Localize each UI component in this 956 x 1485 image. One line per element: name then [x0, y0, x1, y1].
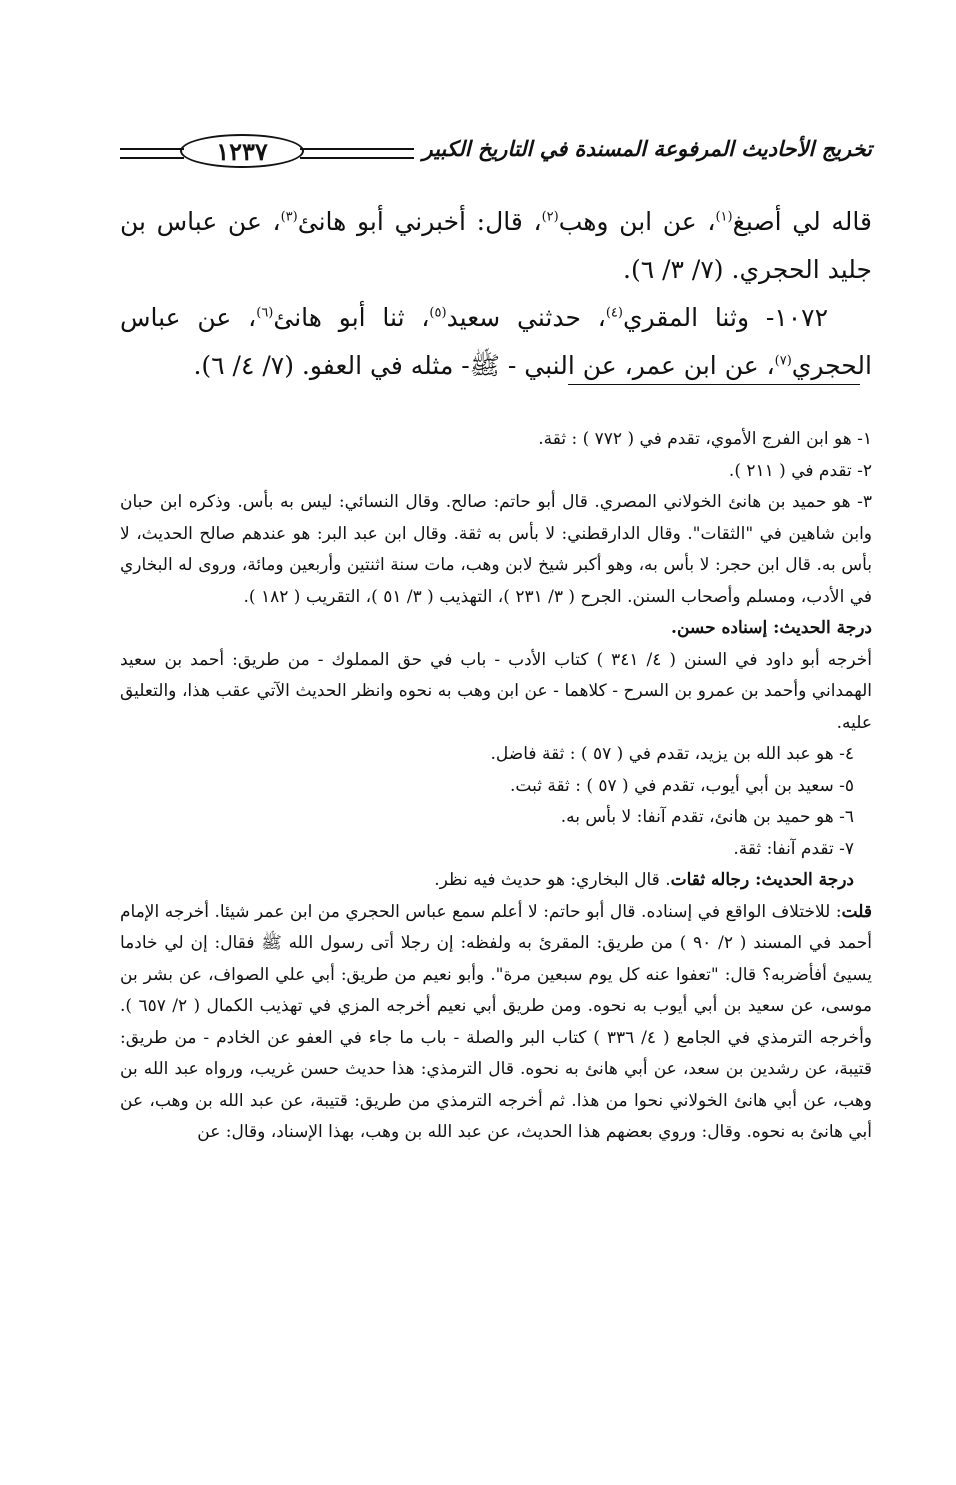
page-number: ١٢٣٧ [180, 134, 304, 168]
footnote-divider [568, 384, 860, 385]
footnote-3: ٣- هو حميد بن هانئ الخولاني المصري. قال أبو حاتم: صالح. وقال النسائي: ليس به بأس. وذكره ابن حبان وابن شاهين في "الثقات". وقال الدارقطني: لا بأس به ثقة. وقال ابن عبد البر: هو عندهم صالح الحديث، لا بأس به. قال ابن حجر: لا بأس به، وهو أكبر شيخ لابن وهب، مات سنة اثنتين وأربعين ومائة، وروى له البخاري في الأدب، ومسلم وأصحاب السنن. الجرح ( ٣/ ٢٣١ )، التهذيب ( ٣/ ٥١ )، التقريب ( ١٨٢ ). [120, 492, 872, 607]
header-rule-middle [300, 148, 414, 159]
hadith-grade-2 [120, 865, 872, 897]
text-span: ، عن عباس بن جليد الحجري. (٧/ ٣/ ٦). [120, 207, 872, 284]
text-span: قاله لي أصبغ [732, 207, 872, 236]
grade-text: . قال البخاري: هو حديث فيه نظر. [434, 870, 671, 890]
text-span: ، عن ابن وهب [558, 207, 716, 236]
footnote-ref-2: (٢) [541, 209, 559, 225]
running-title: تخريج الأحاديث المرفوعة المسندة في التاريخ الكبير [422, 136, 872, 161]
text-span: ١٠٧٢- وثنا المقري [622, 303, 828, 332]
main-text [120, 198, 872, 390]
text-span: ، عن ابن عمر، عن النبي - ﷺ- مثله في العفو. (٧/ ٤/ ٦). [193, 351, 775, 380]
footnotes [120, 424, 872, 1149]
footnote-ref-5: (٥) [429, 305, 447, 321]
footnote-ref-1: (١) [715, 209, 733, 225]
footnote-7: ٧- تقدم آنفا: ثقة. [733, 838, 854, 859]
footnote-ref-3: (٣) [280, 209, 298, 225]
footnote-ref-6: (٦) [256, 305, 274, 321]
page-header [120, 132, 872, 180]
qult-label: قلت [841, 901, 872, 922]
footnote-5: ٥- سعيد بن أبي أيوب، تقدم في ( ٥٧ ) : ثقة ثبت. [509, 775, 854, 796]
footnote-1: ١- هو ابن الفرج الأموي، تقدم في ( ٧٧٢ ) : ثقة. [538, 429, 872, 449]
text-span: ، عن عباس الحجري [120, 303, 872, 380]
text-span: ، ثنا أبو هانئ [273, 303, 430, 332]
hadith-1072 [120, 294, 872, 390]
commentary-paragraph [120, 897, 872, 1149]
text-span: ، حدثني سعيد [446, 303, 606, 332]
hadith-grade-heading: درجة الحديث: إسناده حسن. [671, 618, 872, 638]
takhrij-paragraph: أخرجه أبو داود في السنن ( ٤/ ٣٤١ ) كتاب الأدب - باب في حق المملوك - من طريق: أحمد بن سعيد الهمداني وأحمد بن عمرو بن السرح - كلاهما - عن ابن وهب به نحوه وانظر الحديث الآتي عقب هذا، والتعليق عليه. [120, 649, 872, 733]
footnote-4: ٤- هو عبد الله بن يزيد، تقدم في ( ٥٧ ) : ثقة فاضل. [490, 744, 854, 764]
footnote-ref-7: (٧) [774, 353, 792, 369]
hadith-1071-continuation [120, 198, 872, 294]
grade-label: درجة الحديث: رجاله ثقات [670, 870, 854, 890]
qult-text: : للاختلاف الواقع في إسناده. قال أبو حاتم: لا أعلم سمع عباس الحجري من ابن عمر شيئا. أخرجه الإمام أحمد في المسند ( ٢/ ٩٠ ) من طريق: المقرئ به ولفظه: إن رجلا أتى رسول الله ﷺ فقال: إن لي خادما يسيئ أفأضربه؟ قال: "تعفوا عنه كل يوم سبعين مرة". وأبو نعيم من طريق: أبي علي الصواف، عن بشر بن موسى، عن سعيد بن أبي أيوب به نحوه. ومن طريق أبي نعيم أخرجه المزي في تهذيب الكمال ( ٢/ ٦٥٧ ). وأخرجه الترمذي في الجامع ( ٤/ ٣٣٦ ) كتاب البر والصلة - باب ما جاء في العفو عن الخادم - من طريق: قتيبة، عن رشدين بن سعد، عن أبي هانئ به نحوه. قال الترمذي: هذا حديث حسن غريب، ورواه عبد الله بن وهب، عن أبي هانئ الخولاني نحوا من هذا. ثم أخرجه الترمذي من طريق: قتيبة، عن عبد الله بن وهب، عن أبي هانئ به نحوه. وقال: وروي بعضهم هذا الحديث، عن عبد الله بن وهب، بهذا الإسناد، وقال: عن [120, 901, 873, 1142]
footnote-6: ٦- هو حميد بن هانئ، تقدم آنفا: لا بأس به. [560, 807, 854, 827]
header-rule-left [120, 148, 184, 159]
footnote-ref-4: (٤) [605, 305, 623, 321]
footnote-2: ٢- تقدم في ( ٢١١ ). [728, 460, 872, 481]
text-span: ، قال: أخبرني أبو هانئ [297, 207, 542, 236]
